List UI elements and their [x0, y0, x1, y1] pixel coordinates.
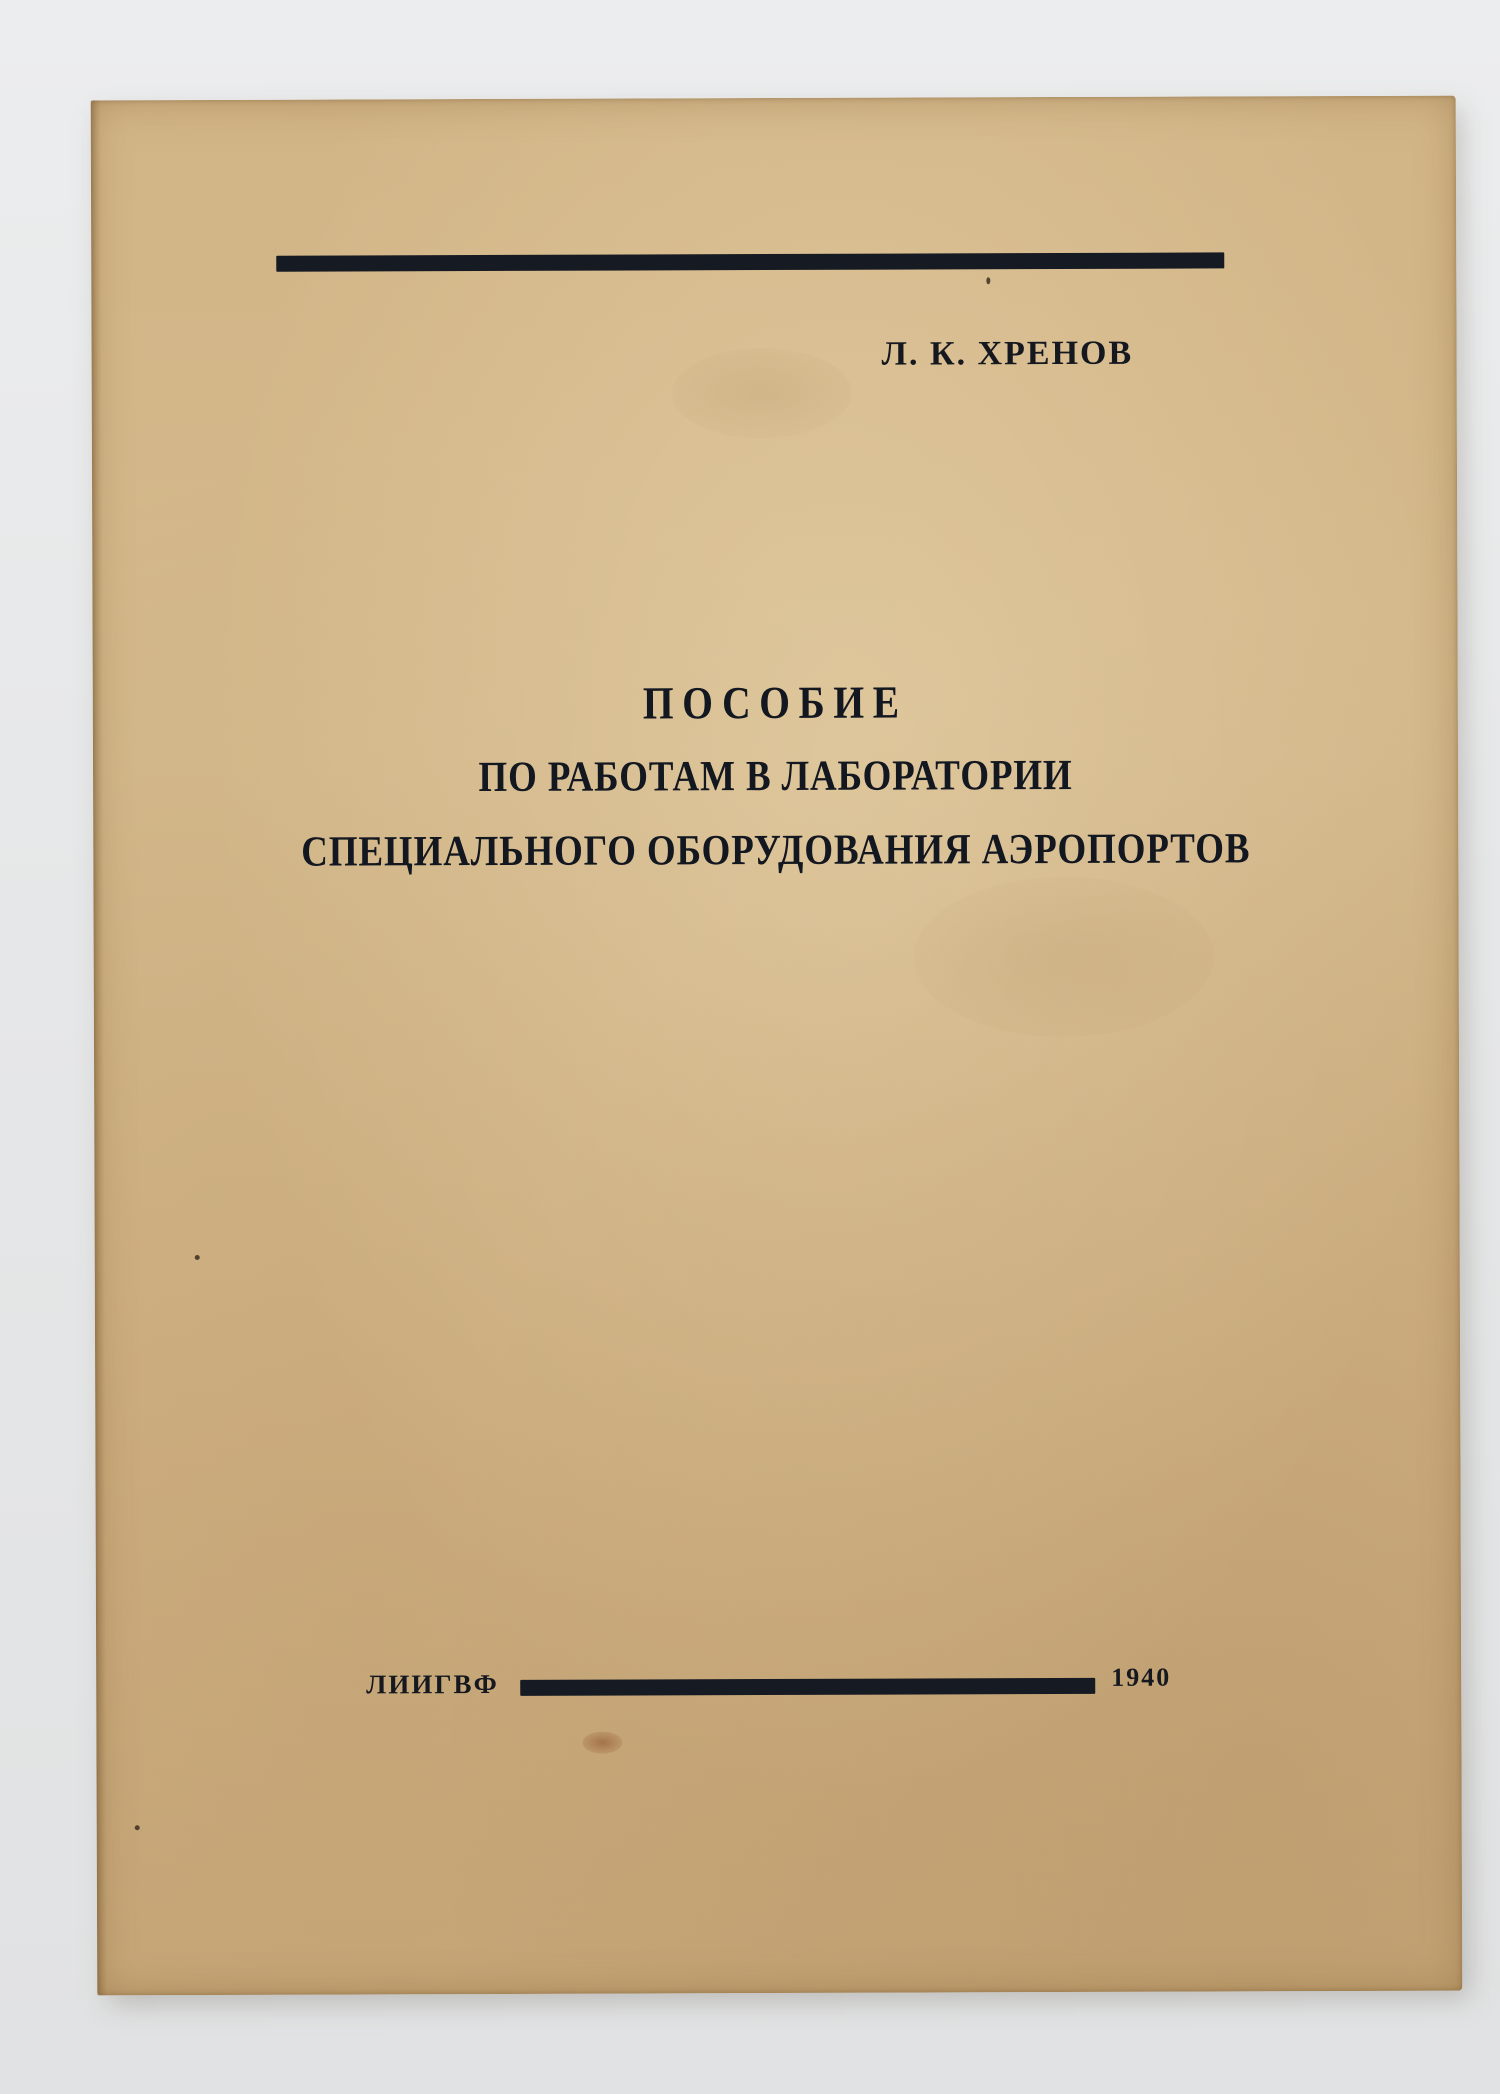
paper-discoloration — [913, 876, 1214, 1037]
title-line-2: ПО РАБОТАМ В ЛАБОРАТОРИИ — [478, 751, 1073, 802]
book-title — [274, 664, 1277, 889]
cover-spine-edge — [91, 100, 108, 1995]
title-line-3: СПЕЦИАЛЬНОГО ОБОРУДОВАНИЯ АЭРОПОРТОВ — [301, 825, 1251, 876]
paper-speck — [135, 1825, 140, 1830]
paper-discoloration — [672, 348, 852, 439]
paper-speck — [195, 1255, 200, 1260]
author-name: Л. К. ХРЕНОВ — [881, 334, 1134, 373]
title-line-1: ПОСОБИЕ — [642, 676, 908, 729]
publication-year: 1940 — [1111, 1662, 1172, 1692]
publisher-name: ЛИИГВФ — [366, 1668, 499, 1700]
bottom-rule — [520, 1678, 1095, 1696]
top-rule — [276, 252, 1224, 271]
paper-stain — [582, 1732, 622, 1754]
paper-speck — [986, 277, 990, 284]
book-cover — [91, 96, 1463, 1996]
